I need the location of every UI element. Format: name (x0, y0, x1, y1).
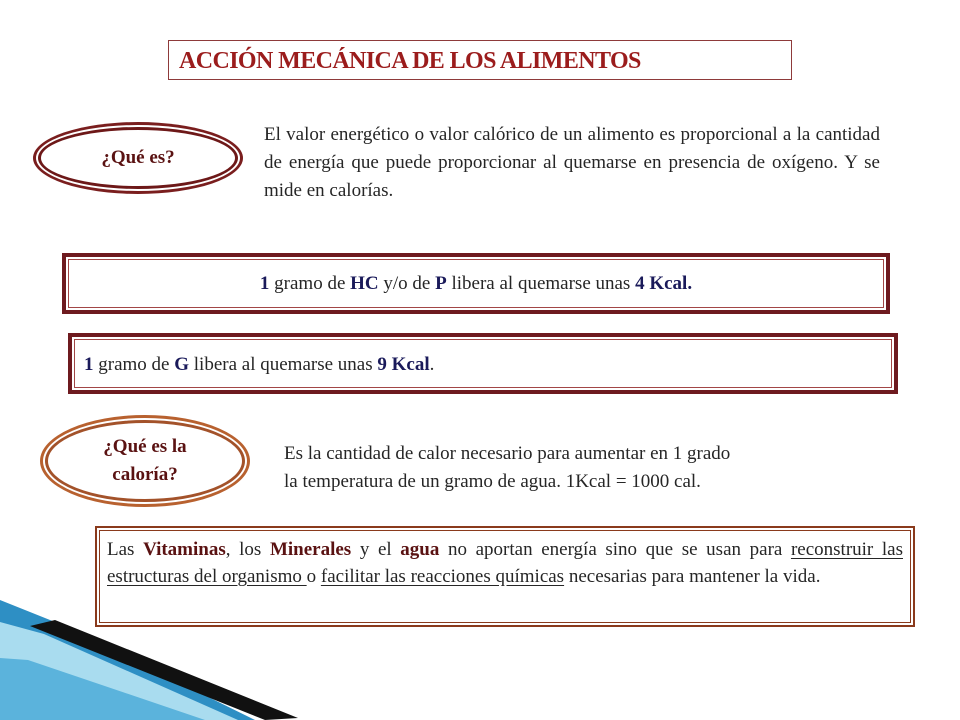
hc-text-2: y/o de (378, 273, 436, 294)
what-is-oval (38, 127, 238, 189)
fat-text (84, 354, 434, 376)
hc-amount: 1 (259, 273, 270, 294)
vit-text-2: , los (225, 539, 270, 560)
vit-text-4: no aportan energía sino que se usan para (439, 539, 791, 560)
calorie-label-line2: caloría? (112, 464, 178, 485)
title-box (168, 40, 792, 80)
facilitate-phrase: facilitar las reacciones químicas (320, 566, 565, 587)
hc-protein-text (66, 273, 886, 295)
calorie-def-line1: Es la cantidad de calor necesario para aumentar en 1 grado (284, 443, 731, 464)
calorie-oval (45, 420, 245, 502)
water-term: agua (400, 539, 440, 560)
calorie-def-line2: la temperatura de un gramo de agua. 1Kcal = 1000 cal. (284, 471, 701, 492)
vitamins-text (107, 536, 903, 590)
page-title: ACCIÓN MECÁNICA DE LOS ALIMENTOS (179, 48, 641, 74)
hc-text-1: gramo de (269, 273, 351, 294)
hc-kcal: 4 Kcal. (635, 273, 693, 294)
fat-text-2: libera al quemarse unas (189, 354, 378, 375)
vit-text-1: Las (107, 539, 144, 560)
hc-protein-frame (62, 253, 890, 314)
what-is-label: ¿Qué es? (101, 147, 175, 169)
fat-term: G (174, 354, 190, 375)
fat-period: . (429, 354, 435, 375)
vitamins-term: Vitaminas (143, 539, 226, 560)
vit-text-3: y el (351, 539, 401, 560)
calorie-label-line1: ¿Qué es la (103, 436, 187, 458)
calorie-definition (284, 440, 864, 496)
rebuild-phrase: reconstruir las estructuras del organismo (107, 539, 903, 587)
definition-text: El valor energético o valor calórico de un alimento es proporcional a la cantidad de energía que puede proporcionar al quemarse en presencia de oxígeno. Y se mide en calorías. (264, 124, 880, 201)
minerals-term: Minerales (269, 539, 352, 560)
vit-text-5: o (306, 566, 321, 587)
hc-text-3: libera al quemarse unas (446, 273, 636, 294)
vit-text-6: necesarias para mantener la vida. (564, 566, 821, 587)
hc-term: HC (350, 273, 379, 294)
fat-text-1: gramo de (93, 354, 175, 375)
corner-swoosh-decoration (0, 600, 330, 720)
fat-kcal: 9 Kcal (377, 354, 430, 375)
fat-frame (68, 333, 898, 394)
fat-amount: 1 (84, 354, 94, 375)
protein-term: P (435, 273, 447, 294)
